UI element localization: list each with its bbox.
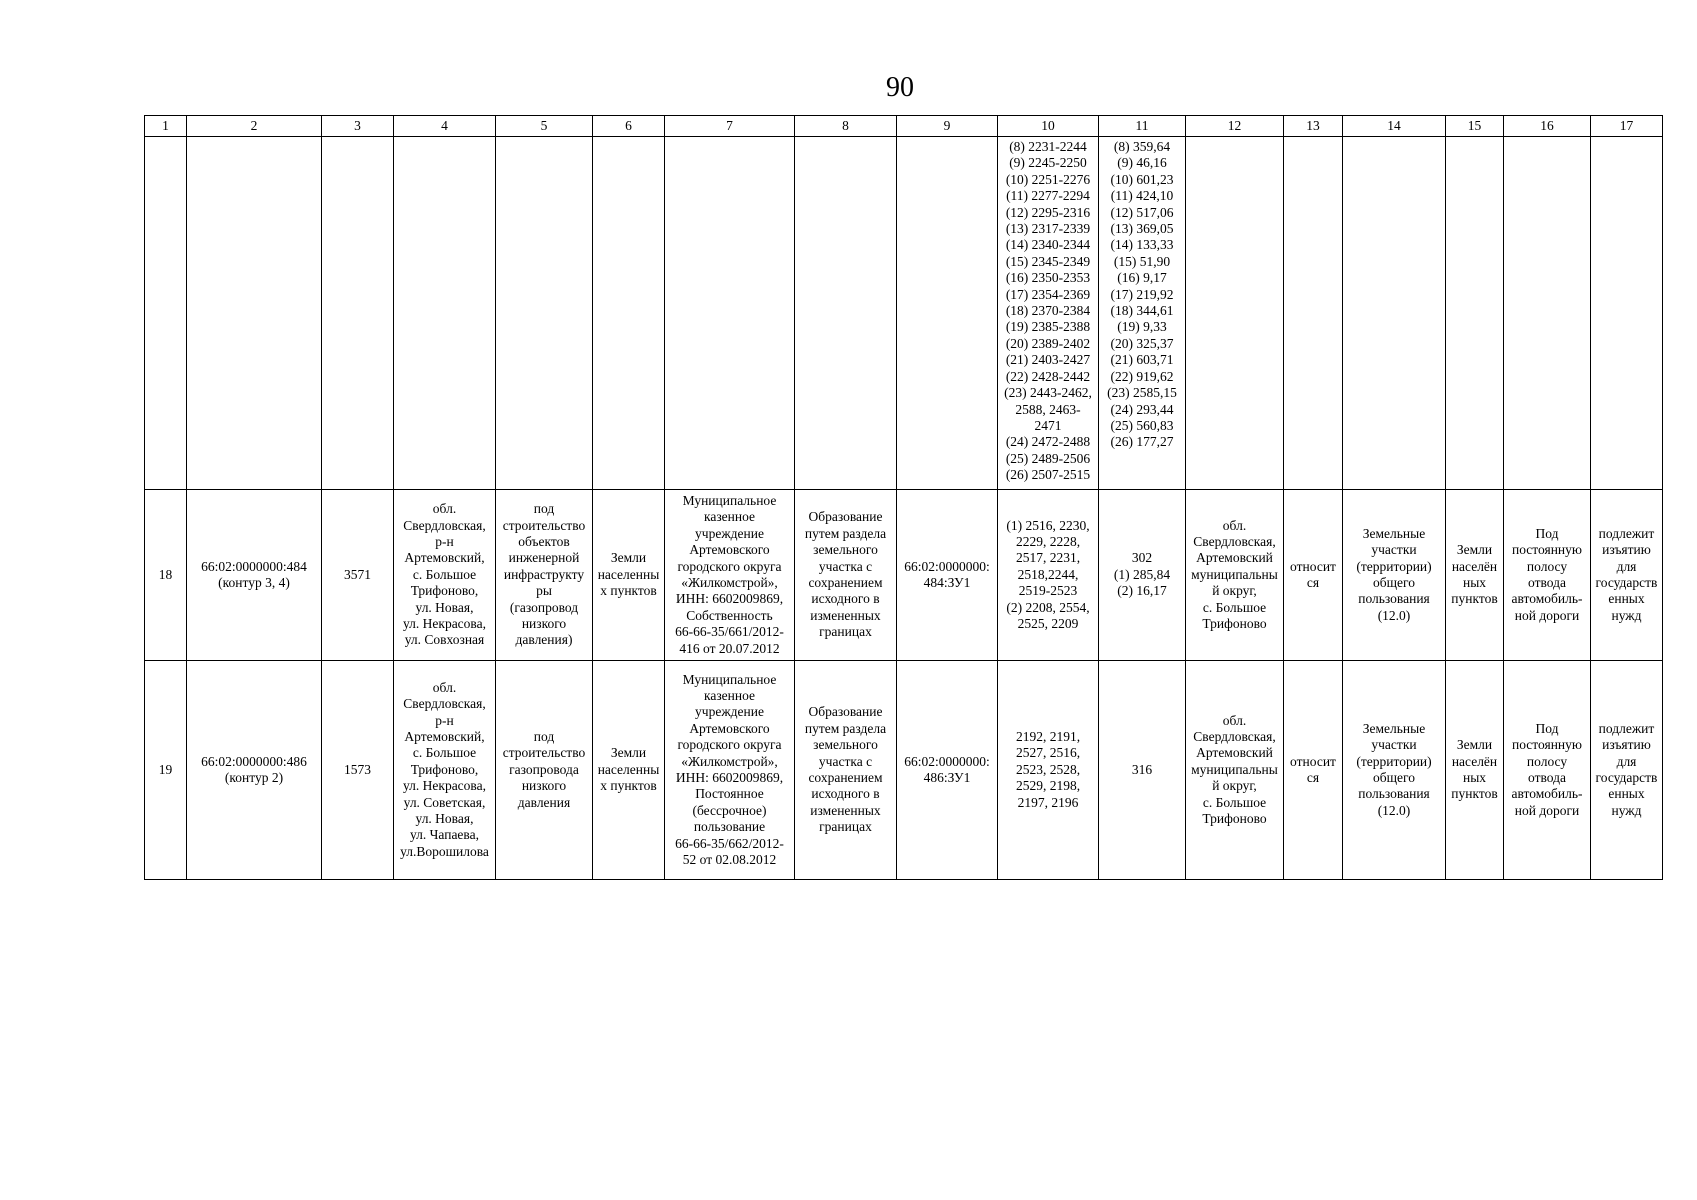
contour-points-cell: (1) 2516, 2230, 2229, 2228, 2517, 2231, 2518,2244, 2519-2523 (2) 2208, 2554, 2525, 2209 (998, 490, 1099, 661)
new-parcel-id-cell: 66:02:0000000: 486:ЗУ1 (897, 661, 998, 880)
relation-cell: относит ся (1284, 490, 1343, 661)
seizure-note-cell: подлежит изъятию для государств енных нужд (1591, 490, 1663, 661)
land-category-cell: Земли населенны х пунктов (593, 490, 665, 661)
relation-cell: относит ся (1284, 661, 1343, 880)
contour-areas-cell: (8) 359,64 (9) 46,16 (10) 601,23 (11) 424,10 (12) 517,06 (13) 369,05 (14) 133,33 (15) 51,90 (16) 9,17 (17) 219,92 (18) 344,61 (19) 9,33 (20) 325,37 (21) 603,71 (22) 919,62 (23) 2585,15 (24) 293,44 (25) 560,83 (26) 177,27 (1099, 137, 1186, 490)
column-number-header: 15 (1446, 116, 1504, 137)
contour-points-cell: (8) 2231-2244 (9) 2245-2250 (10) 2251-2276 (11) 2277-2294 (12) 2295-2316 (13) 2317-2339 (14) 2340-2344 (15) 2345-2349 (16) 2350-2353 (17) 2354-2369 (18) 2370-2384 (19) 2385-2388 (20) 2389-2402 (21) 2403-2427 (22) 2428-2442 (23) 2443-2462, 2588, 2463- 2471 (24) 2472-2488 (25) 2489-2506 (26) 2507-2515 (998, 137, 1099, 490)
purpose-cell: Под постоянную полосу отвода автомобиль- ной дороги (1504, 490, 1591, 661)
row-number-cell: 19 (145, 661, 187, 880)
address-cell: обл. Свердловская, р-н Артемовский, с. Большое Трифоново, ул. Новая, ул. Некрасова, ул. Совхозная (394, 490, 496, 661)
rights-holder-cell: Муниципальное казенное учреждение Артемовского городского округа «Жилкомстрой», ИНН: 6602009869, Постоянное (бессрочное) пользование 66-66-35/662/2012- 52 от 02.08.2012 (665, 661, 795, 880)
column-number-header: 1 (145, 116, 187, 137)
land-category-cell: Земли населенны х пунктов (593, 661, 665, 880)
purpose-cell: Под постоянную полосу отвода автомобиль- ной дороги (1504, 661, 1591, 880)
area-cell: 3571 (322, 490, 394, 661)
rights-holder-cell: Муниципальное казенное учреждение Артемовского городского округа «Жилкомстрой», ИНН: 6602009869, Собственность 66-66-35/661/2012- 416 от 20.07.2012 (665, 490, 795, 661)
column-number-header: 4 (394, 116, 496, 137)
new-land-category-cell: Земли населён ных пунктов (1446, 661, 1504, 880)
empty-cell (665, 137, 795, 490)
column-number-header: 8 (795, 116, 897, 137)
row-number-cell: 18 (145, 490, 187, 661)
empty-cell (1504, 137, 1591, 490)
column-number-header: 10 (998, 116, 1099, 137)
empty-cell (496, 137, 593, 490)
empty-cell (1186, 137, 1284, 490)
new-address-cell: обл. Свердловская, Артемовский муниципальны й округ, с. Большое Трифоново (1186, 661, 1284, 880)
contour-points-cell: 2192, 2191, 2527, 2516, 2523, 2528, 2529, 2198, 2197, 2196 (998, 661, 1099, 880)
new-land-category-cell: Земли населён ных пунктов (1446, 490, 1504, 661)
column-number-header: 11 (1099, 116, 1186, 137)
column-number-header: 14 (1343, 116, 1446, 137)
column-number-header: 12 (1186, 116, 1284, 137)
permitted-use-cell: под строительство объектов инженерной инфраструкту ры (газопровод низкого давления) (496, 490, 593, 661)
cadastral-number-cell: 66:02:0000000:484 (контур 3, 4) (187, 490, 322, 661)
formation-method-cell: Образование путем раздела земельного участка с сохранением исходного в измененных границах (795, 661, 897, 880)
land-registry-table (144, 115, 1663, 880)
empty-cell (1284, 137, 1343, 490)
seizure-note-cell: подлежит изъятию для государств енных нужд (1591, 661, 1663, 880)
permitted-use-cell: под строительство газопровода низкого давления (496, 661, 593, 880)
table-row (145, 490, 1663, 661)
column-number-header: 5 (496, 116, 593, 137)
empty-cell (145, 137, 187, 490)
column-number-header-row (145, 116, 1663, 137)
empty-cell (1343, 137, 1446, 490)
empty-cell (897, 137, 998, 490)
empty-cell (187, 137, 322, 490)
continuation-row (145, 137, 1663, 490)
new-parcel-id-cell: 66:02:0000000: 484:ЗУ1 (897, 490, 998, 661)
column-number-header: 16 (1504, 116, 1591, 137)
use-type-cell: Земельные участки (территории) общего пользования (12.0) (1343, 661, 1446, 880)
formation-method-cell: Образование путем раздела земельного участка с сохранением исходного в измененных границах (795, 490, 897, 661)
area-cell: 1573 (322, 661, 394, 880)
new-address-cell: обл. Свердловская, Артемовский муниципальны й округ, с. Большое Трифоново (1186, 490, 1284, 661)
column-number-header: 7 (665, 116, 795, 137)
contour-areas-cell: 302 (1) 285,84 (2) 16,17 (1099, 490, 1186, 661)
column-number-header: 2 (187, 116, 322, 137)
table-row (145, 661, 1663, 880)
column-number-header: 6 (593, 116, 665, 137)
use-type-cell: Земельные участки (территории) общего пользования (12.0) (1343, 490, 1446, 661)
column-number-header: 17 (1591, 116, 1663, 137)
column-number-header: 9 (897, 116, 998, 137)
address-cell: обл. Свердловская, р-н Артемовский, с. Большое Трифоново, ул. Некрасова, ул. Советская, ул. Новая, ул. Чапаева, ул.Ворошилова (394, 661, 496, 880)
empty-cell (795, 137, 897, 490)
page-number: 90 (886, 72, 914, 103)
empty-cell (1591, 137, 1663, 490)
empty-cell (1446, 137, 1504, 490)
empty-cell (593, 137, 665, 490)
cadastral-number-cell: 66:02:0000000:486 (контур 2) (187, 661, 322, 880)
column-number-header: 3 (322, 116, 394, 137)
empty-cell (394, 137, 496, 490)
contour-areas-cell: 316 (1099, 661, 1186, 880)
column-number-header: 13 (1284, 116, 1343, 137)
empty-cell (322, 137, 394, 490)
